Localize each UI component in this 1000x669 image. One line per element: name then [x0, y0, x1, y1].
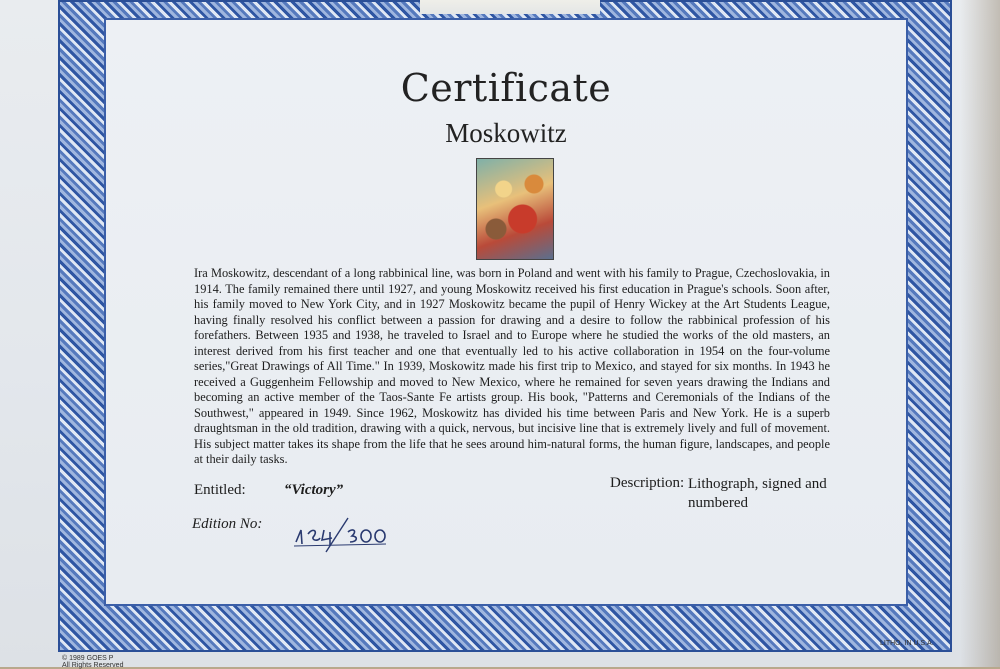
- torn-edge: [420, 0, 600, 14]
- rights-line: All Rights Reserved: [62, 662, 124, 669]
- artwork-thumbnail: [476, 158, 554, 260]
- entitled-label: Entitled:: [194, 482, 246, 498]
- artist-name: Moskowitz: [445, 118, 567, 148]
- edition-number-handwritten: [286, 506, 396, 554]
- copyright-line: © 1989 GOES P: [62, 655, 114, 662]
- certificate-title: Certificate: [400, 66, 612, 110]
- edition-label: Edition No:: [192, 516, 263, 532]
- artwork-title: “Victory”: [284, 482, 344, 498]
- certificate-body: [106, 20, 906, 604]
- description-value: Lithograph, signed and numbered: [688, 476, 827, 511]
- paper-shadow: [960, 0, 1000, 667]
- description-label: Description:: [610, 475, 685, 491]
- printer-notice: LITHO. IN U.S.A.: [880, 640, 934, 647]
- artist-biography: Ira Moskowitz, descendant of a long rabbinical line, was born in Poland and went with his family to Prague, Czechoslovakia, in 1914. The family remained there until 1927, and young Moskowitz received his first education in Prague's schools. Soon after, his family moved to New York City, and in 1927 Moskowitz became the pupil of Henry Wickey at the Art Students League, having finally resolved his conflict between a passion for drawing and a desire to follow the rabbinical profession of his forefathers. Between 1935 and 1938, he traveled to Israel and to Europe where he studied the works of the old masters, an interest derived from his first teacher and one that eventually led to his active collaboration in 1954 on the four-volume series,"Great Drawings of All Time." In 1939, Moskowitz made his first trip to Mexico, and stayed for six months. In 1943 he received a Guggenheim Fellowship and moved to New Mexico, where he remained for seven years drawing the Indians and becoming an active member of the Taos-Sante Fe artists group. His book, "Patterns and Ceremonials of the Indians of the Southwest," appeared in 1949. Since 1962, Moskowitz has divided his time between Paris and New York. He is a superb draughtsman in the old tradition, drawing with a quick, nervous, but incisive line that is extremely lively and full of movement. His subject matter takes its shape from the life that he sees around him-natural forms, the human figure, landscapes, and people at their daily tasks.: [194, 266, 830, 466]
